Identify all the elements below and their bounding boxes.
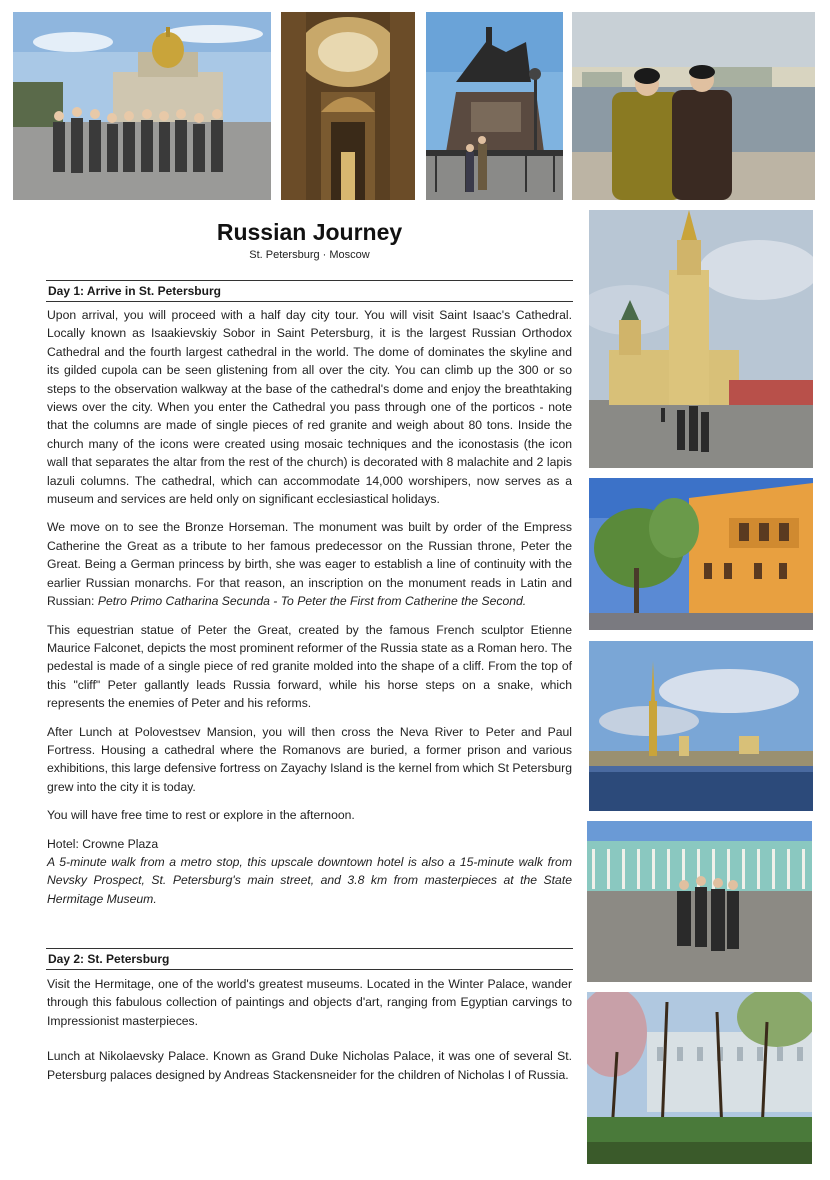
page-title: Russian Journey	[216, 219, 403, 245]
photo-cathedral-interior	[281, 12, 415, 200]
day1-body	[47, 306, 572, 908]
day2-paragraph-1: Visit the Hermitage, one of the world's greatest museums. Located in the Winter Palace, wander through this fabulous collection of paintings and objects d'art, ranging from Egyptian carvings to Impressionist masterpieces.	[47, 977, 572, 1028]
day1-paragraph-3: This equestrian statue of Peter the Great, created by the famous French sculptor Etienne Maurice Falconet, depicts the most prominent reformer of the Russia state as a Roman hero. The pedestal is made of a single piece of red granite molded into the shape of a cliff. From the top of this "cliff" Peter gallantly leads Russia forward, while his horse steps on a snake, which represents the enemies of Peter and his reforms.	[47, 622, 572, 711]
hotel-block	[47, 835, 572, 909]
day1-paragraph-4: After Lunch at Polovestsev Mansion, you will then cross the Neva River to Peter and Paul Fortress. Housing a cathedral where the Romanovs are buried, a former prison and various exhibitions, this large defensive fortress on Zayachy Island is the kernel from which St Petersburg grew into the city it is today.	[47, 724, 572, 794]
day2-body	[47, 975, 572, 1094]
day1-paragraph-5: You will have free time to rest or explore in the afternoon.	[47, 808, 355, 823]
photo-st-isaacs-cathedral-group	[13, 12, 271, 200]
day2-heading: Day 2: St. Petersburg	[46, 948, 573, 970]
photo-couple-neva-river	[572, 12, 815, 200]
hotel-description: A 5-minute walk from a metro stop, this upscale downtown hotel is also a 15-minute walk from Nevsky Prospect, St. Petersburg's main street, and 3.8 km from masterpieces at the State Hermitage Museum.	[47, 854, 572, 906]
day1-paragraph-2	[47, 518, 572, 610]
photo-peter-paul-cathedral-bell-tower	[589, 210, 813, 468]
photo-bronze-horseman	[426, 12, 563, 200]
photo-yellow-palace-building	[589, 478, 813, 630]
photo-peter-paul-fortress-river	[589, 641, 813, 811]
page-subtitle: St. Petersburg · Moscow	[249, 249, 370, 261]
day1-paragraph-1: Upon arrival, you will proceed with a half day city tour. You will visit Saint Isaac's Cathedral. Locally known as Isaakievskiy Sobor in Saint Petersburg, it is the largest Russian Orthodox Cathedral and the fourth largest cathedral in the world. The dome of dominates the skyline and its gilded cupola can be seen glistening from all over the city. You can climb up the 300 or so steps to the observation walkway at the base of the cathedral's dome and enjoy the breathtaking views over the city. When you enter the Cathedral you pass through one of the porticos - note that the columns are made of single pieces of red granite and weigh about 80 tons. Inside the church many of the icons were created using mosaic techniques and the iconostasis (the icon wall that separates the altar from the rest of the church) is decorated with 8 malachite and 2 lapis lazuli columns. The cathedral, which can accommodate 14,000 worshipers, now serves as a museum and services are held only on significant ecclesiastical holidays.	[47, 308, 572, 507]
hotel-label: Hotel: Crowne Plaza	[47, 836, 159, 851]
photo-winter-palace-square	[587, 821, 812, 982]
day2-paragraph-2: Lunch at Nikolaevsky Palace. Known as Grand Duke Nicholas Palace, it was one of several St. Petersburg palaces designed by Andreas Stackensneider for the children of Nicholas I of Russia.	[47, 1049, 572, 1082]
day1-paragraph-2-text: We move on to see the Bronze Horseman. The monument was built by order of the Empress Catherine the Great as a tribute to her famous predecessor on the Russian throne, Peter the Great. Being a German princess by birth, she was eager to establish a line of continuity with the earlier Russian monarchs. For that reason, an inscription on the monument reads in Latin and Russian:	[47, 520, 572, 609]
day1-heading: Day 1: Arrive in St. Petersburg	[46, 280, 573, 302]
day1-inscription: Petro Primo Catharina Secunda - To Peter the First from Catherine the Second.	[97, 594, 527, 609]
photo-hermitage-garden-trees	[587, 992, 812, 1164]
